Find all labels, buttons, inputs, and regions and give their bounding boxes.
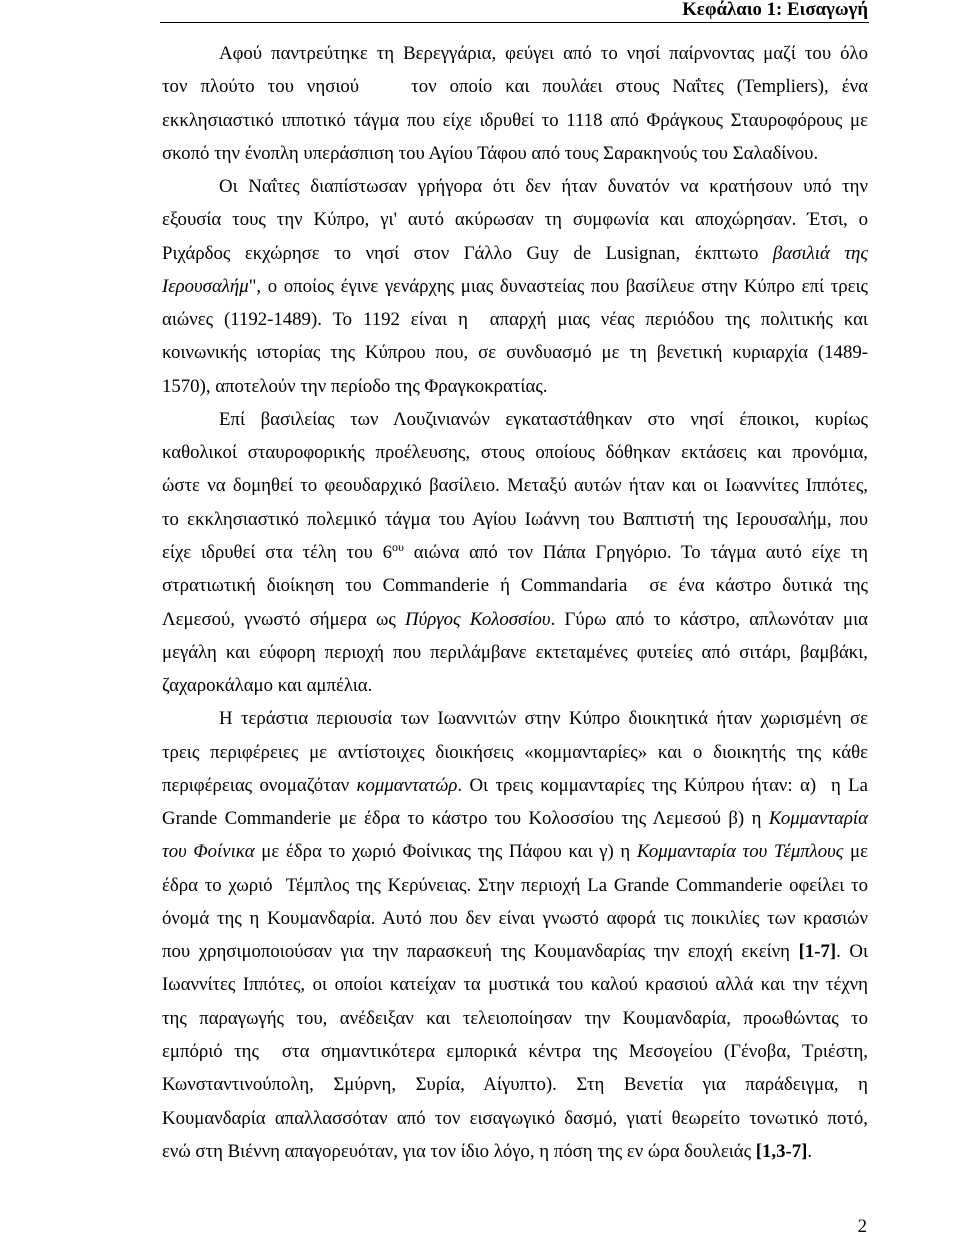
text-segment: κοινωνικής ιστορίας της Κύπρου που, σε συνδυασμό με τη βενετική κυριαρχία (1489- bbox=[162, 342, 868, 364]
superscript-text: ου bbox=[391, 539, 404, 554]
text-line bbox=[162, 370, 868, 403]
italic-text: Κομμανταρία bbox=[768, 808, 868, 830]
text-line bbox=[162, 436, 868, 469]
text-line bbox=[162, 902, 868, 935]
text-segment: Η τεράστια περιουσία των Ιωαννιτών στην Κύπρο διοικητικά ήταν χωρισμένη σε bbox=[219, 708, 868, 730]
text-segment: ζαχαροκάλαμο και αμπέλια. bbox=[162, 675, 373, 697]
text-segment: ενώ στη Βιέννη απαγορευόταν, για τον ίδιο λόγο, η πόση της εν ώρα δουλειάς bbox=[162, 1140, 756, 1162]
text-line bbox=[162, 303, 868, 336]
text-segment: Ιωαννίτες Ιππότες, οι οποίοι κατείχαν τα μυστικά του καλού κρασιού αλλά και την τέχνη bbox=[162, 974, 868, 996]
text-segment: . Οι bbox=[836, 941, 868, 963]
paragraph bbox=[162, 403, 868, 702]
text-segment: 1570), αποτελούν την περίοδο της Φραγκοκρατίας. bbox=[162, 375, 548, 397]
text-line bbox=[162, 403, 868, 436]
text-line bbox=[162, 802, 868, 835]
text-segment: Grande Commanderie με έδρα το κάστρο του Κολοσσίου της Λεμεσού β) η bbox=[162, 808, 769, 830]
paragraph bbox=[162, 702, 868, 1168]
text-segment: Κουμανδαρία απαλλασσόταν από τον εισαγωγικό δασμό, γιατί θεωρείτο τονωτικό ποτό, bbox=[162, 1107, 868, 1129]
text-segment: . Γύρω από το κάστρο, απλωνόταν μια bbox=[550, 608, 868, 630]
text-line bbox=[162, 968, 868, 1001]
text-line bbox=[162, 935, 868, 968]
text-segment: με έδρα το χωριό Φοίνικας της Πάφου και γ) η bbox=[254, 841, 637, 863]
text-line bbox=[162, 736, 868, 769]
text-line bbox=[162, 1068, 868, 1101]
text-segment: εξουσία τους την Κύπρο, γι' αυτό ακύρωσαν τη συμφωνία και αποχώρησαν. Έτσι, ο bbox=[162, 209, 868, 231]
italic-text: του Φοίνικα bbox=[162, 841, 255, 863]
text-segment: όνομά της η Κουμανδαρία. Αυτό που δεν είναι γνωστό αφορά τις ποικιλίες των κρασιών bbox=[162, 907, 868, 929]
text-segment: είχε ιδρυθεί στα τέλη του 6 bbox=[162, 541, 392, 563]
text-segment: Λεμεσού, γνωστό σήμερα ως bbox=[162, 608, 406, 630]
italic-text: Πύργος Κολοσσίου bbox=[405, 608, 551, 630]
text-segment: Ριχάρδος εκχώρησε το νησί στον Γάλλο Guy de Lusignan, έκπτωτο bbox=[162, 242, 773, 264]
text-line bbox=[162, 569, 868, 602]
italic-text: βασιλιά της bbox=[772, 242, 868, 264]
text-segment: αιώνες (1192-1489). Το 1192 είναι η απαρχή μιας νέας περιόδου της πολιτικής και bbox=[162, 309, 868, 331]
italic-text: Ιερουσαλήμ bbox=[162, 275, 249, 297]
text-line bbox=[162, 769, 868, 802]
text-segment: καθολικοί σταυροφορικής προέλευσης, στους οποίους δόθηκαν εκτάσεις και προνόμια, bbox=[162, 442, 868, 464]
text-segment: . bbox=[807, 1140, 813, 1162]
text-line bbox=[162, 1135, 868, 1168]
text-segment: εμπόριό της στα σημαντικότερα εμπορικά κέντρα της Μεσογείου (Γένοβα, Τριέστη, bbox=[162, 1040, 868, 1062]
text-segment: έδρα το χωριό Τέμπλος της Κερύνειας. Στην περιοχή La Grande Commanderie οφείλει το bbox=[162, 874, 868, 896]
text-line bbox=[162, 237, 868, 270]
text-segment: σκοπό την ένοπλη υπεράσπιση του Αγίου Τάφου από τους Σαρακηνούς του Σαλαδίνου. bbox=[162, 142, 819, 164]
text-segment: μεγάλη και εύφορη περιοχή που περιλάμβανε εκτεταμένες φυτείες από σιτάρι, βαμβάκι, bbox=[162, 641, 868, 663]
text-line bbox=[162, 137, 868, 170]
text-segment: Κωνσταντινούπολη, Σμύρνη, Συρία, Αίγυπτο). Στη Βενετία για παράδειγμα, η bbox=[162, 1074, 868, 1096]
text-line bbox=[162, 603, 868, 636]
text-segment: τον πλούτο του νησιού τον οποίο και πουλάει στους Ναΐτες (Templiers), ένα bbox=[162, 76, 868, 98]
text-line bbox=[162, 636, 868, 669]
paragraph bbox=[162, 170, 868, 403]
running-header bbox=[160, 0, 869, 23]
text-line bbox=[162, 536, 868, 569]
text-line bbox=[162, 37, 868, 70]
italic-text: κομμαντατώρ bbox=[356, 774, 458, 796]
text-segment: εκκλησιαστικό ιπποτικό τάγμα που είχε ιδρυθεί το 1118 από Φράγκους Σταυροφόρους με bbox=[162, 109, 868, 131]
text-segment: ", ο οποίος έγινε γενάρχης μιας δυναστείας που βασίλευε στην Κύπρο επί τρεις bbox=[248, 275, 868, 297]
text-line bbox=[162, 669, 868, 702]
text-segment: περιφέρειας ονομαζόταν bbox=[162, 774, 357, 796]
text-segment: το εκκλησιαστικό πολεμικό τάγμα του Αγίου Ιωάννη του Βαπτιστή της Ιερουσαλήμ, που bbox=[162, 508, 868, 530]
text-line bbox=[162, 469, 868, 502]
text-line bbox=[162, 503, 868, 536]
text-segment: με bbox=[843, 841, 868, 863]
text-line bbox=[162, 270, 868, 303]
citation-reference: [1,3-7] bbox=[755, 1140, 808, 1162]
text-line bbox=[162, 835, 868, 868]
text-segment: της παραγωγής του, ανέδειξαν και τελειοποίησαν την Κουμανδαρία, προωθώντας το bbox=[162, 1007, 868, 1029]
text-line bbox=[162, 869, 868, 902]
text-segment: τρεις περιφέρειες με αντίστοιχες διοικήσεις «κομμανταρίες» και ο διοικητής της κάθε bbox=[162, 741, 868, 763]
text-segment: Επί βασιλείας των Λουζινιανών εγκαταστάθηκαν στο νησί έποικοι, κυρίως bbox=[219, 408, 868, 430]
text-segment: . Οι τρεις κομμανταρίες της Κύπρου ήταν: α) η La bbox=[457, 774, 868, 796]
text-line bbox=[162, 203, 868, 236]
text-segment: που χρησιμοποιούσαν για την παρασκευή της Κουμανδαρίας την εποχή εκείνη bbox=[162, 941, 799, 963]
text-line bbox=[162, 1102, 868, 1135]
text-segment: Οι Ναΐτες διαπίστωσαν γρήγορα ότι δεν ήταν δυνατόν να κρατήσουν υπό την bbox=[219, 176, 868, 198]
body-text bbox=[162, 37, 868, 1168]
text-line bbox=[162, 1002, 868, 1035]
text-segment: Αφού παντρεύτηκε τη Βερεγγάρια, φεύγει από το νησί παίρνοντας μαζί του όλο bbox=[219, 43, 868, 64]
page-number: 2 bbox=[857, 1216, 867, 1235]
text-line bbox=[162, 702, 868, 735]
paragraph bbox=[162, 37, 868, 170]
text-line bbox=[162, 170, 868, 203]
text-line bbox=[162, 70, 868, 103]
text-line bbox=[162, 336, 868, 369]
chapter-title: Κεφάλαιο 1: Εισαγωγή bbox=[682, 0, 868, 20]
text-segment: στρατιωτική διοίκηση του Commanderie ή Commandaria σε ένα κάστρο δυτικά της bbox=[162, 575, 868, 597]
italic-text: Κομμανταρία του Τέμπλους bbox=[636, 841, 844, 863]
text-segment: ώστε να δομηθεί το φεουδαρχικό βασίλειο. Μεταξύ αυτών ήταν και οι Ιωαννίτες Ιππότες, bbox=[162, 475, 868, 497]
text-line bbox=[162, 104, 868, 137]
citation-reference: [1-7] bbox=[798, 941, 837, 963]
text-line bbox=[162, 1035, 868, 1068]
text-segment: αιώνα από τον Πάπα Γρηγόριο. Το τάγμα αυτό είχε τη bbox=[403, 541, 868, 563]
